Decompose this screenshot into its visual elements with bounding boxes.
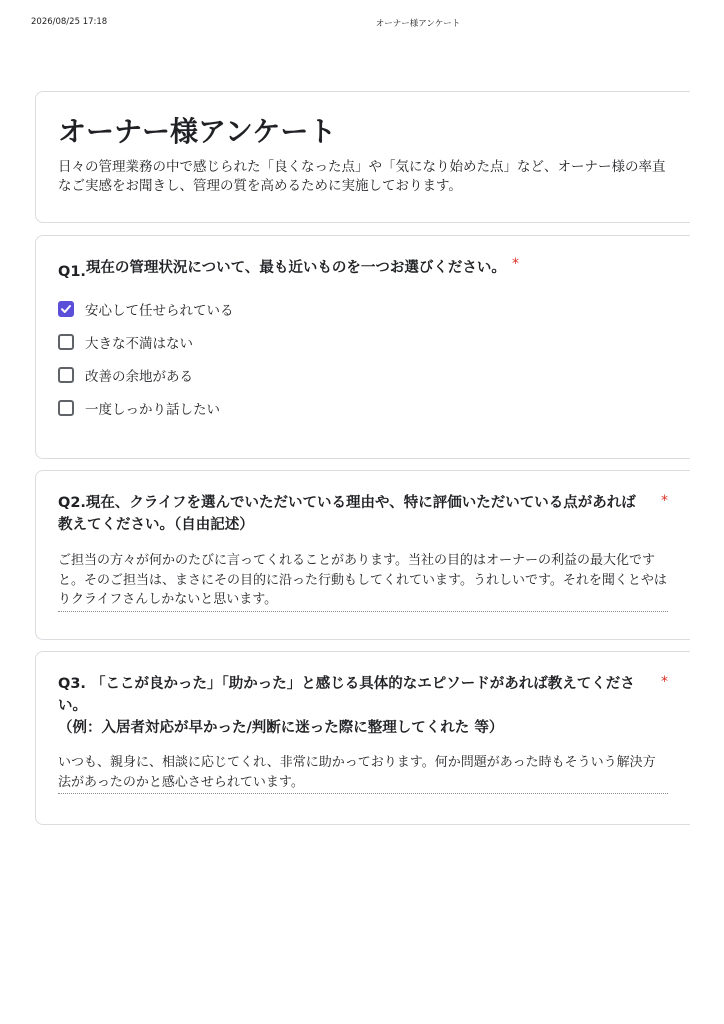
question-card-q2	[35, 470, 690, 640]
option-label: 大きな不満はない	[85, 336, 193, 352]
option-label: 一度しっかり話したい	[85, 402, 220, 418]
option-label: 改善の余地がある	[85, 369, 193, 385]
question-title-q2: Q2.現在、クライフを選んでいただいている理由や、特に評価いただいている点があれば教えてください。（自由記述）	[58, 495, 636, 533]
print-header	[0, 17, 724, 31]
required-mark-q2: *	[661, 493, 668, 509]
checkbox-icon[interactable]	[58, 400, 74, 416]
question-title-q3	[58, 673, 638, 739]
checkbox-icon[interactable]	[58, 334, 74, 350]
print-title: オーナー様アンケート	[375, 19, 461, 29]
option-q1-2[interactable]	[58, 332, 193, 352]
question-text-q3-line1: Q3. 「ここが良かった」「助かった」と感じる具体的なエピソードがあれば教えてください。	[58, 676, 635, 714]
question-title-q1	[58, 257, 658, 283]
option-q1-3[interactable]	[58, 365, 193, 385]
question-card-q3	[35, 651, 690, 825]
print-date: 2026/08/25 17:18	[31, 17, 108, 27]
checkbox-icon[interactable]	[58, 367, 74, 383]
answer-field-q3[interactable]: いつも、親身に、相談に応じてくれ、非常に助かっております。何か問題があった時もそういう解決方法があったのかと感心させられています。	[58, 753, 668, 794]
option-q1-1[interactable]	[58, 299, 234, 319]
form-title-card	[35, 91, 690, 223]
question-number-q1: Q1.	[58, 264, 86, 280]
form-title: オーナー様アンケート	[58, 115, 337, 148]
question-text-q1: 現在の管理状況について、最も近いものを一つお選びください。	[85, 260, 506, 276]
checkbox-checked-icon[interactable]	[58, 301, 74, 317]
question-card-q1	[35, 235, 690, 459]
required-mark-q1: *	[512, 256, 519, 272]
question-text-q3-line2: （例：入居者対応が早かった/判断に迷った際に整理してくれた 等）	[58, 720, 504, 736]
answer-field-q2[interactable]: ご担当の方々が何かのたびに言ってくれることがあります。当社の目的はオーナーの利益の最大化ですと。そのご担当は、まさにその目的に沿った行動もしてくれています。うれしいです。それを聞くとやはりクライフさんしかないと思います。	[58, 551, 668, 612]
option-q1-4[interactable]	[58, 398, 220, 418]
required-mark-q3: *	[661, 674, 668, 690]
option-label: 安心して任せられている	[85, 303, 234, 319]
form-description: 日々の管理業務の中で感じられた「良くなった点」や「気になり始めた点」など、オーナー様の率直なご実感をお聞きし、管理の質を高めるために実施しております。	[58, 159, 666, 194]
